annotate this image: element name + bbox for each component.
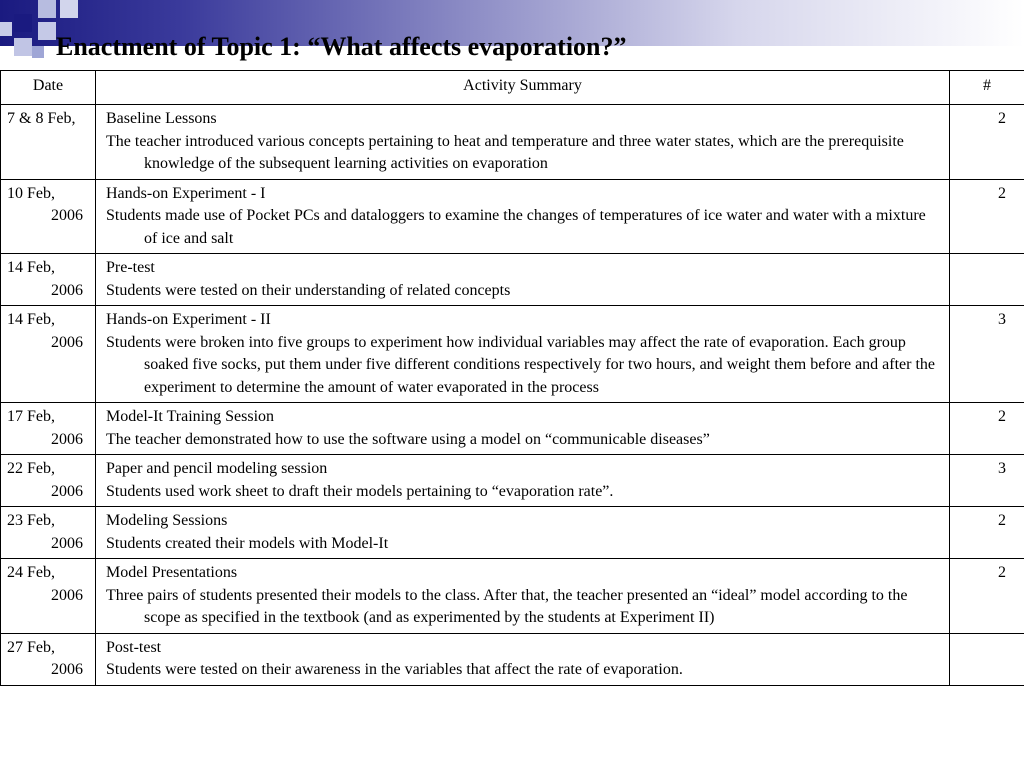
date-year: 2006: [51, 333, 83, 351]
activity-description: The teacher introduced various concepts pertaining to heat and temperature and three water states, which are the prerequisite knowledge of the subsequent learning activities on evaporation: [106, 132, 904, 172]
activity-description: Students were broken into five groups to experiment how individual variables may affect the rate of evaporation. Each group soaked five socks, put them under five different conditions respectively for two hours, and weight them before and after the experiment to determine the amount of water evaporated in the process: [106, 333, 936, 396]
date-year: 2006: [51, 430, 83, 448]
count-cell: 2: [950, 403, 1024, 455]
activity-description: Students created their models with Model-It: [106, 534, 389, 552]
activity-title: Post-test: [106, 638, 162, 656]
activity-title: Hands-on Experiment - I: [106, 184, 266, 202]
activity-description: The teacher demonstrated how to use the software using a model on “communicable diseases”: [106, 430, 710, 448]
date-year: 2006: [51, 534, 83, 552]
table-row: [1, 179, 1024, 254]
table-row: [1, 306, 1024, 403]
date-year: 2006: [51, 482, 83, 500]
activity-description: Students used work sheet to draft their models pertaining to “evaporation rate”.: [106, 482, 614, 500]
decor-square-dark: [14, 14, 32, 32]
table-row: [1, 455, 1024, 507]
decor-square-light: [38, 0, 56, 18]
summary-cell: [96, 254, 950, 306]
date-cell: [1, 105, 96, 180]
slide-title: Enactment of Topic 1: “What affects evaporation?”: [56, 32, 627, 61]
header-activity-summary: Activity Summary: [96, 71, 950, 105]
activity-title: Modeling Sessions: [106, 512, 228, 529]
table-row: [1, 403, 1024, 455]
date-line: 14 Feb,: [7, 259, 55, 276]
date-line: 22 Feb,: [7, 460, 55, 477]
activity-description: Students made use of Pocket PCs and dataloggers to examine the changes of temperatures of ice water and water with a mixture of ice and salt: [106, 207, 926, 247]
table-header-row: [1, 71, 1024, 105]
date-line: 23 Feb,: [7, 512, 55, 529]
count-cell: 3: [950, 455, 1024, 507]
summary-cell: [96, 403, 950, 455]
activity-title: Model-It Training Session: [106, 408, 275, 425]
decor-square-light: [0, 22, 12, 36]
summary-cell: [96, 105, 950, 180]
activity-title: Pre-test: [106, 259, 155, 276]
summary-cell: [96, 179, 950, 254]
count-cell: 3: [950, 306, 1024, 403]
count-cell: [950, 633, 1024, 685]
activity-description: Three pairs of students presented their models to the class. After that, the teacher presented an “ideal” model according to the scope as specified in the textbook (and as experimented by the students at Experiment II): [106, 586, 908, 626]
date-line: 14 Feb,: [7, 311, 55, 328]
count-cell: 2: [950, 179, 1024, 254]
date-line: 27 Feb,: [7, 638, 55, 656]
date-cell: [1, 633, 96, 685]
count-cell: 2: [950, 559, 1024, 634]
activity-title: Model Presentations: [106, 564, 238, 581]
date-cell: [1, 179, 96, 254]
date-cell: [1, 254, 96, 306]
date-cell: [1, 306, 96, 403]
date-year: 2006: [51, 207, 83, 224]
activity-table: [0, 70, 1024, 686]
header-date: Date: [1, 71, 96, 105]
table-row: [1, 507, 1024, 559]
activity-title: Baseline Lessons: [106, 110, 217, 127]
count-cell: 2: [950, 507, 1024, 559]
table-row: [1, 559, 1024, 634]
count-cell: 2: [950, 105, 1024, 180]
table-row: [1, 254, 1024, 306]
summary-cell: [96, 559, 950, 634]
table-row: [1, 105, 1024, 180]
summary-cell: [96, 507, 950, 559]
decor-square-light: [60, 0, 78, 18]
activity-title: Paper and pencil modeling session: [106, 460, 328, 477]
date-cell: [1, 455, 96, 507]
summary-cell: [96, 455, 950, 507]
activity-title: Hands-on Experiment - II: [106, 311, 271, 328]
date-year: 2006: [51, 661, 83, 678]
summary-cell: [96, 306, 950, 403]
count-cell: [950, 254, 1024, 306]
date-cell: [1, 403, 96, 455]
date-year: 2006: [51, 586, 83, 604]
date-line: 7 & 8 Feb,: [7, 110, 76, 127]
summary-cell: [96, 633, 950, 685]
activity-description: Students were tested on their awareness in the variables that affect the rate of evaporation.: [106, 661, 683, 678]
date-cell: [1, 507, 96, 559]
title-bullet-square: [32, 46, 44, 58]
date-year: 2006: [51, 281, 83, 299]
date-line: 10 Feb,: [7, 184, 55, 202]
header-count: #: [950, 71, 1024, 105]
date-line: 17 Feb,: [7, 408, 55, 425]
table-row: [1, 633, 1024, 685]
date-cell: [1, 559, 96, 634]
date-line: 24 Feb,: [7, 564, 55, 581]
decor-square-light: [14, 38, 32, 56]
decor-square-light: [38, 22, 56, 40]
activity-description: Students were tested on their understanding of related concepts: [106, 281, 511, 299]
